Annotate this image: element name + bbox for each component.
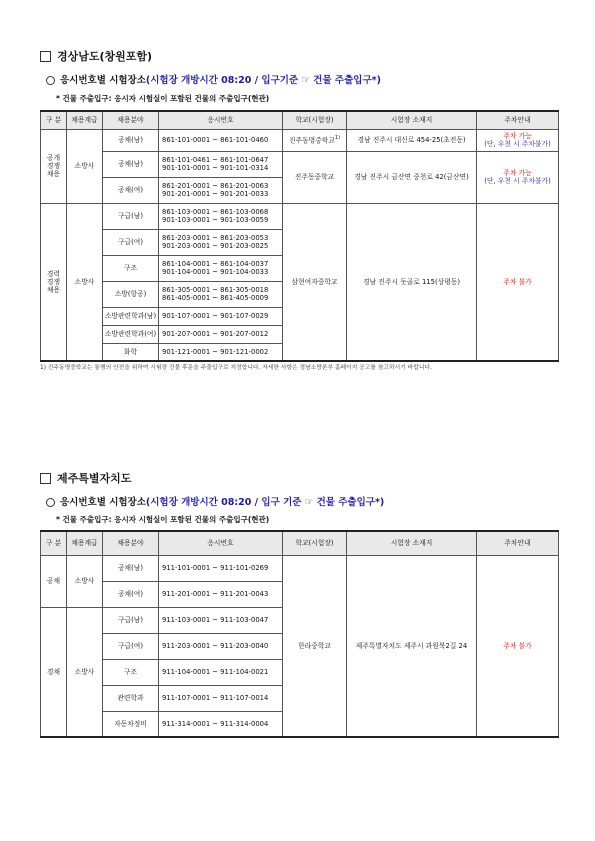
circle-bullet-icon bbox=[46, 76, 55, 85]
header-cell: 채용계급 bbox=[67, 531, 103, 555]
header-cell: 시험장 소재지 bbox=[347, 111, 477, 129]
rank-cell: 소방사 bbox=[67, 607, 103, 737]
checkbox-square-icon bbox=[40, 473, 51, 484]
school-cell: 진주동명중학교$^{1)}$ bbox=[283, 129, 347, 151]
subtitle-highlight: (시험장 개방시간 08:20 / 입구기준 ☞ 건물 주출입구*) bbox=[145, 75, 381, 86]
subtitle-gyeongnam bbox=[46, 72, 381, 86]
subtitle-jeju bbox=[46, 494, 384, 508]
rank-cell: 소방사 bbox=[67, 203, 103, 361]
field-cell: 공채(남) bbox=[103, 129, 159, 151]
table-header-row bbox=[41, 111, 559, 129]
subtitle-highlight: (시험장 개방시간 08:20 / 입구 기준 ☞ 건물 주출입구*) bbox=[145, 497, 385, 508]
school-cell: 진주동중학교 bbox=[283, 151, 347, 203]
number-range-cell: 901-107-0001 ~ 901-107-0029 bbox=[159, 307, 283, 325]
table-row bbox=[41, 151, 559, 177]
exam-table-jeju bbox=[40, 530, 559, 738]
entrance-note: * 건물 주출입구: 응시자 시험실이 포함된 건물의 주출입구(현관) bbox=[56, 515, 270, 524]
header-cell: 주차안내 bbox=[477, 111, 559, 129]
section-title-gyeongnam bbox=[40, 48, 152, 64]
field-cell: 공채(남) bbox=[103, 555, 159, 581]
number-range-cell: 901-121-0001 ~ 901-121-0002 bbox=[159, 343, 283, 361]
school-cell: 한라중학교 bbox=[283, 555, 347, 737]
header-cell: 구 분 bbox=[41, 531, 67, 555]
parking-cell: 주차 가능 (단, 우천 시 주차불가) bbox=[477, 151, 559, 203]
header-cell: 학교(시험장) bbox=[283, 531, 347, 555]
field-cell: 소방(항공) bbox=[103, 281, 159, 307]
table-row bbox=[41, 555, 559, 581]
address-cell: 경남 진주시 돗골로 115(상평동) bbox=[347, 203, 477, 361]
number-range-cell: 861-101-0461 ~ 861-101-0647 901-101-0001 ~ 901-101-0314 bbox=[159, 151, 283, 177]
field-cell: 공채(여) bbox=[103, 177, 159, 203]
section-title-text: 제주특별자치도 bbox=[57, 472, 132, 485]
header-cell: 주차안내 bbox=[477, 531, 559, 555]
table-header-row bbox=[41, 531, 559, 555]
field-cell: 소방관련학과(남) bbox=[103, 307, 159, 325]
address-cell: 경남 진주시 금산면 중천로 42(금산면) bbox=[347, 151, 477, 203]
field-cell: 구급(여) bbox=[103, 633, 159, 659]
footnote: 1) 진주동명중학교는 통행의 안전을 위하여 시험장 건물 후문을 주출입구로 지정합니다. 자세한 사항은 경남소방본부 홈페이지 공고를 참고하시기 바랍니다. bbox=[40, 365, 432, 371]
subtitle-prefix: 응시번호별 시험장소 bbox=[60, 75, 146, 86]
section-title-text: 경상남도(창원포함) bbox=[57, 50, 153, 63]
rank-cell: 소방사 bbox=[67, 555, 103, 607]
field-cell: 공채(남) bbox=[103, 151, 159, 177]
field-cell: 공채(여) bbox=[103, 581, 159, 607]
field-cell: 구급(남) bbox=[103, 607, 159, 633]
category-cell: 공채 bbox=[41, 555, 67, 607]
exam-table-gyeongnam bbox=[40, 110, 559, 362]
category-cell: 경채 bbox=[41, 607, 67, 737]
subtitle-prefix: 응시번호별 시험장소 bbox=[60, 497, 146, 508]
number-range-cell: 861-104-0001 ~ 861-104-0037 901-104-0001 ~ 901-104-0033 bbox=[159, 255, 283, 281]
number-range-cell: 861-103-0001 ~ 861-103-0068 901-103-0001 ~ 901-103-0059 bbox=[159, 203, 283, 229]
address-cell: 경남 진주시 대신로 454-25(초전동) bbox=[347, 129, 477, 151]
field-cell: 구급(남) bbox=[103, 203, 159, 229]
header-cell: 채용계급 bbox=[67, 111, 103, 129]
header-cell: 시험장 소재지 bbox=[347, 531, 477, 555]
header-cell: 응시번호 bbox=[159, 531, 283, 555]
number-range-cell: 901-207-0001 ~ 901-207-0012 bbox=[159, 325, 283, 343]
category-cell: 공개경쟁채용 bbox=[41, 129, 67, 203]
section-title-jeju bbox=[40, 470, 131, 486]
header-cell: 구 분 bbox=[41, 111, 67, 129]
number-range-cell: 911-203-0001 ~ 911-203-0040 bbox=[159, 633, 283, 659]
school-cell: 삼현여자중학교 bbox=[283, 203, 347, 361]
field-cell: 소방관련학과(여) bbox=[103, 325, 159, 343]
header-cell: 학교(시험장) bbox=[283, 111, 347, 129]
category-cell: 경력경쟁채용 bbox=[41, 203, 67, 361]
header-cell: 응시번호 bbox=[159, 111, 283, 129]
table-row bbox=[41, 203, 559, 229]
number-range-cell: 911-103-0001 ~ 911-103-0047 bbox=[159, 607, 283, 633]
number-range-cell: 911-101-0001 ~ 911-101-0269 bbox=[159, 555, 283, 581]
number-range-cell: 911-314-0001 ~ 911-314-0004 bbox=[159, 711, 283, 737]
parking-cell: 주차 불가 bbox=[477, 203, 559, 361]
number-range-cell: 861-101-0001 ~ 861-101-0460 bbox=[159, 129, 283, 151]
entrance-note: * 건물 주출입구: 응시자 시험실이 포함된 건물의 주출입구(현관) bbox=[56, 94, 270, 103]
field-cell: 자동차정비 bbox=[103, 711, 159, 737]
checkbox-square-icon bbox=[40, 51, 51, 62]
number-range-cell: 861-305-0001 ~ 861-305-0018 861-405-0001 ~ 861-405-0009 bbox=[159, 281, 283, 307]
parking-cell: 주차 가능 (단, 우천 시 주차불가) bbox=[477, 129, 559, 151]
header-cell: 채용분야 bbox=[103, 531, 159, 555]
number-range-cell: 861-203-0001 ~ 861-203-0053 901-203-0001 ~ 901-203-0025 bbox=[159, 229, 283, 255]
field-cell: 구급(여) bbox=[103, 229, 159, 255]
number-range-cell: 911-201-0001 ~ 911-201-0043 bbox=[159, 581, 283, 607]
field-cell: 화학 bbox=[103, 343, 159, 361]
address-cell: 제주특별자치도 제주시 과원북2길 24 bbox=[347, 555, 477, 737]
table-row bbox=[41, 129, 559, 151]
field-cell: 관련학과 bbox=[103, 685, 159, 711]
number-range-cell: 911-104-0001 ~ 911-104-0021 bbox=[159, 659, 283, 685]
field-cell: 구조 bbox=[103, 659, 159, 685]
number-range-cell: 861-201-0001 ~ 861-201-0063 901-201-0001 ~ 901-201-0033 bbox=[159, 177, 283, 203]
field-cell: 구조 bbox=[103, 255, 159, 281]
header-cell: 채용분야 bbox=[103, 111, 159, 129]
number-range-cell: 911-107-0001 ~ 911-107-0014 bbox=[159, 685, 283, 711]
parking-cell: 주차 불가 bbox=[477, 555, 559, 737]
circle-bullet-icon bbox=[46, 498, 55, 507]
rank-cell: 소방사 bbox=[67, 129, 103, 203]
